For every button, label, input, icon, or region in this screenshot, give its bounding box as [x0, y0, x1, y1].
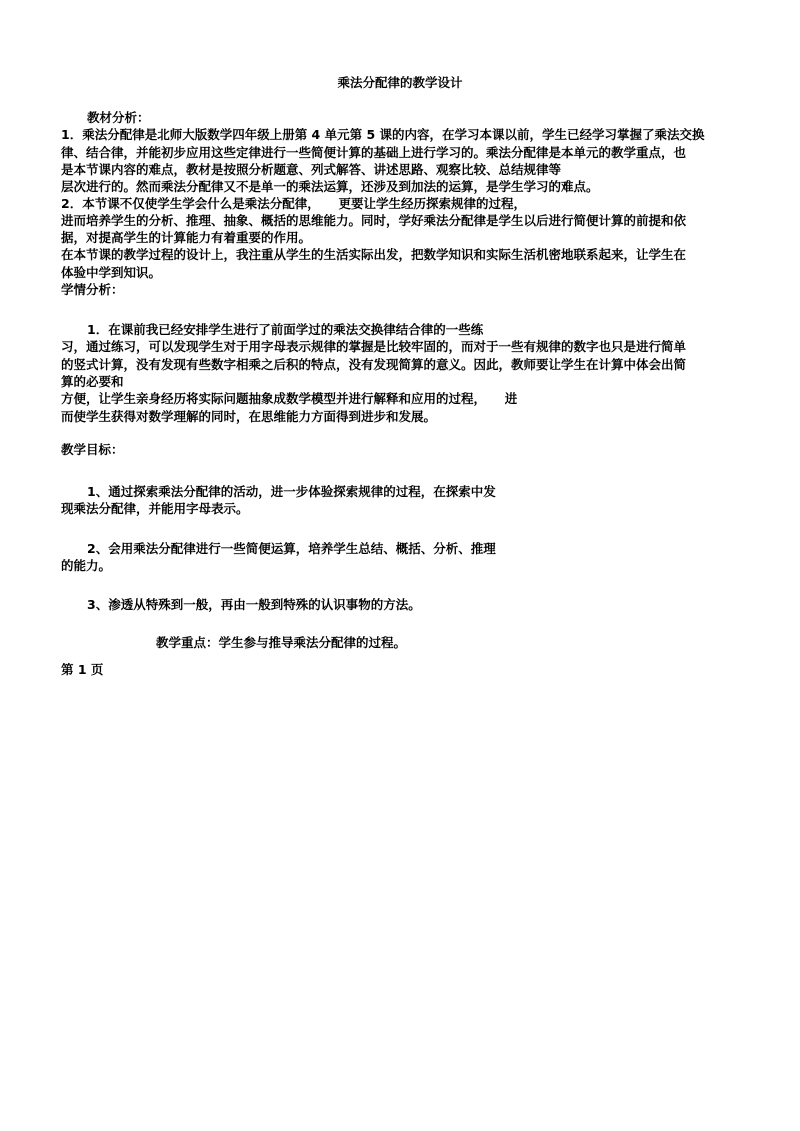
goal-line: 的能力。 — [61, 558, 112, 573]
student-line: 习，通过练习，可以发现学生对于用字母表示规律的掌握是比较牢固的，而对于一些有规律的数字也只是进行简单 — [61, 339, 687, 354]
page-number: 第 1 页 — [61, 662, 104, 677]
material-line: 1．乘法分配律是北师大版数学四年级上册第 4 单元第 5 课的内容，在学习本课以前，学生已经学习掌握了乘法交换 — [61, 127, 705, 142]
goal-line: 3、渗透从特殊到一般，再由一般到特殊的认识事物的方法。 — [87, 597, 421, 612]
goal-line: 现乘法分配律，并能用字母表示。 — [61, 501, 249, 516]
document-title: 乘法分配律的教学设计 — [337, 75, 463, 90]
material-line: 律、结合律，并能初步应用这些定律进行一些简便计算的基础上进行学习的。乘法分配律是本单元的教学重点，也 — [61, 145, 687, 160]
student-line: 1．在课前我已经安排学生进行了前面学过的乘法交换律结合律的一些练 — [87, 322, 484, 337]
material-line: 进而培养学生的分析、推理、抽象、概括的思维能力。同时，学好乘法分配律是学生以后进行简便计算的前提和依 — [61, 213, 687, 228]
goal-line: 2、会用乘法分配律进行一些简便运算，培养学生总结、概括、分析、推理 — [87, 541, 496, 556]
teaching-key-point: 教学重点：学生参与推导乘法分配律的过程。 — [156, 635, 407, 650]
student-line: 算的必要和 — [61, 374, 124, 389]
material-line: 是本节课内容的难点，教材是按照分析题意、列式解答、讲述思路、观察比较、总结规律等 — [61, 162, 562, 177]
material-line: 据，对提高学生的计算能力有着重要的作用。 — [61, 230, 312, 245]
material-line: 2．本节课不仅使学生学会什么是乘法分配律， 更要让学生经历探索规律的过程， — [61, 196, 526, 211]
material-line: 层次进行的。然而乘法分配律又不是单一的乘法运算，还涉及到加法的运算，是学生学习的难点。 — [61, 179, 599, 194]
material-analysis-heading: 教材分析： — [87, 110, 150, 125]
teaching-goals-heading: 教学目标： — [61, 442, 124, 457]
student-line: 而使学生获得对数学理解的同时，在思维能力方面得到进步和发展。 — [61, 409, 437, 424]
student-line: 的竖式计算，没有发现有些数字相乘之后积的特点，没有发现简算的意义。因此，教师要让学生在计算中体会出简 — [61, 357, 687, 372]
student-line: 方便，让学生亲身经历将实际问题抽象成数学模型并进行解释和应用的过程， 进 — [61, 391, 518, 406]
goal-line: 1、通过探索乘法分配律的活动，进一步体验探索规律的过程，在探索中发 — [87, 484, 496, 499]
material-line: 在本节课的教学过程的设计上，我注重从学生的生活实际出发，把数学知识和实际生活机密地联系起来，让学生在 — [61, 247, 687, 262]
material-line: 体验中学到知识。 — [61, 265, 162, 280]
student-analysis-heading: 学情分析： — [61, 282, 124, 297]
